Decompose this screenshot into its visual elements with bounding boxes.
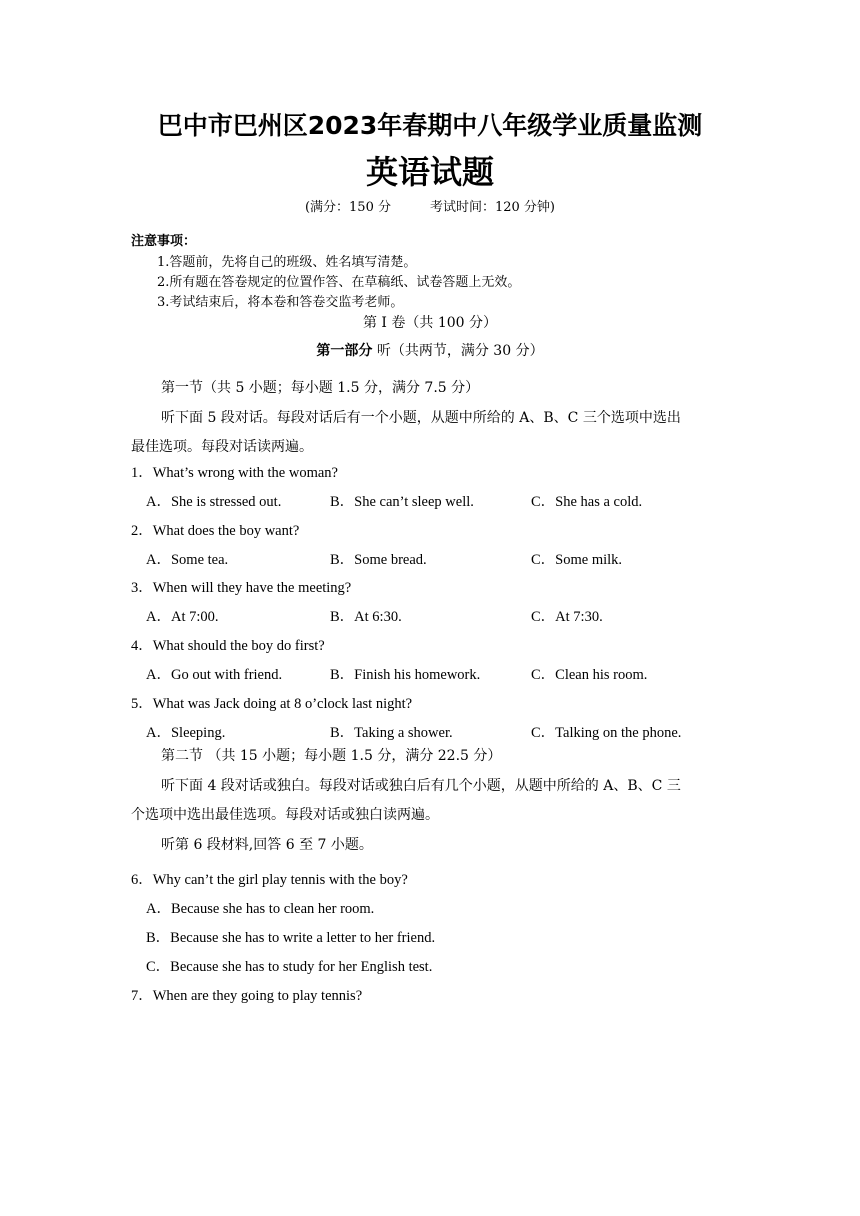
question-3: 3．When will they have the meeting?	[131, 580, 352, 596]
notice-item: 2.所有题在答卷规定的位置作答、在草稿纸、试卷答题上无效。	[157, 275, 521, 290]
material-note: 听第 6 段材料,回答 6 至 7 小题。	[161, 837, 373, 853]
option-b: B．Some bread.	[330, 552, 427, 568]
part1-heading	[0, 344, 860, 358]
option-a: A．Sleeping.	[146, 725, 226, 741]
option-a: A．Because she has to clean her room.	[146, 901, 375, 917]
option-c: C．Clean his room.	[531, 667, 648, 683]
option-a: A．She is stressed out.	[146, 494, 282, 510]
option-b: B．Because she has to write a letter to her friend.	[146, 930, 436, 946]
part1-label: 第一部分	[316, 343, 373, 359]
option-c: C．She has a cold.	[531, 494, 643, 510]
option-c: C．Talking on the phone.	[531, 725, 682, 741]
exam-title: 巴中市巴州区2023年春期中八年级学业质量监测	[157, 111, 703, 140]
option-a: A．Go out with friend.	[146, 667, 283, 683]
question-4: 4．What should the boy do first?	[131, 638, 325, 654]
option-b: B．At 6:30.	[330, 609, 402, 625]
section1-heading: 第一节（共 5 小题；每小题 1.5 分，满分 7.5 分）	[161, 380, 480, 396]
question-6: 6．Why can’t the girl play tennis with the boy?	[131, 872, 408, 888]
section1-instructions: 听下面 5 段对话。每段对话后有一个小题，从题中所给的 A、B、C 三个选项中选出	[161, 410, 681, 426]
section2-instructions: 听下面 4 段对话或独白。每段对话或独白后有几个小题，从题中所给的 A、B、C 三	[161, 778, 681, 794]
section2-instructions: 个选项中选出最佳选项。每段对话或独白读两遍。	[131, 807, 439, 823]
section1-instructions: 最佳选项。每段对话读两遍。	[131, 439, 313, 455]
question-2: 2．What does the boy want?	[131, 523, 300, 539]
section2-heading: 第二节 （共 15 小题；每小题 1.5 分，满分 22.5 分）	[161, 748, 502, 764]
option-b: B．She can’t sleep well.	[330, 494, 474, 510]
notice-heading: 注意事项：	[131, 234, 197, 249]
question-7: 7．When are they going to play tennis?	[131, 988, 363, 1004]
option-a: A．At 7:00.	[146, 609, 219, 625]
part1-title: 听（共两节，满分 30 分）	[372, 343, 544, 359]
option-c: C．Some milk.	[531, 552, 623, 568]
question-5: 5．What was Jack doing at 8 o’clock last night?	[131, 696, 413, 712]
subject-title: 英语试题	[365, 153, 494, 191]
option-b: B．Finish his homework.	[330, 667, 481, 683]
option-c: C．At 7:30.	[531, 609, 603, 625]
option-c: C．Because she has to study for her English test.	[146, 959, 433, 975]
option-a: A．Some tea.	[146, 552, 229, 568]
question-1: 1．What’s wrong with the woman?	[131, 465, 338, 481]
exam-meta: (满分：150 分 考试时间：120 分钟)	[304, 200, 556, 215]
volume-label: 第 I 卷（共 100 分）	[362, 315, 498, 331]
option-b: B．Taking a shower.	[330, 725, 453, 741]
notice-item: 3.考试结束后，将本卷和答卷交监考老师。	[157, 295, 404, 310]
notice-item: 1.答题前，先将自己的班级、姓名填写清楚。	[157, 255, 417, 270]
volume-heading	[0, 316, 860, 330]
